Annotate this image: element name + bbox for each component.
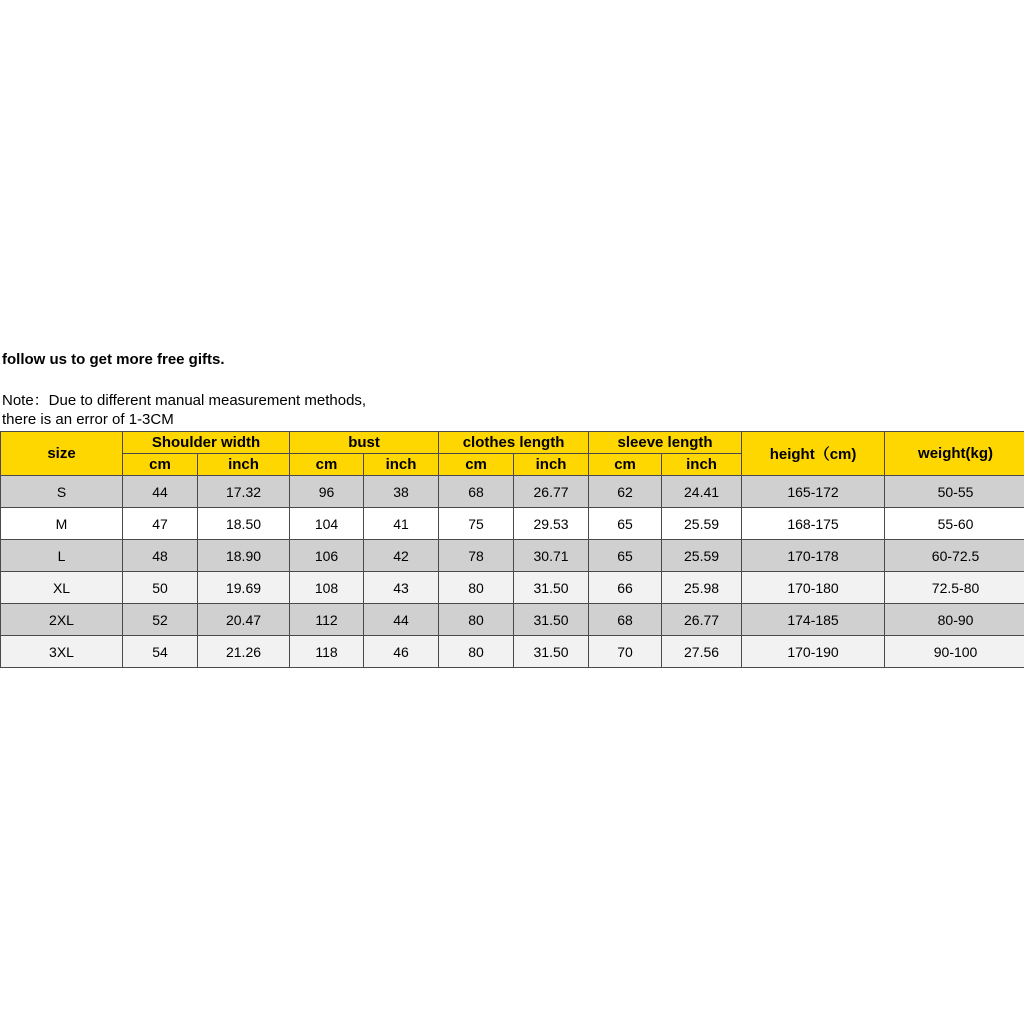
table-cell: 80 [439, 636, 514, 668]
table-row [1, 604, 1024, 636]
follow-text: follow us to get more free gifts. [2, 351, 225, 368]
table-cell: 70 [589, 636, 662, 668]
sleeve-length-header: sleeve length [589, 432, 742, 454]
table-row [1, 540, 1024, 572]
table-cell: 47 [123, 508, 198, 540]
table-cell: 80 [439, 572, 514, 604]
table-cell: 52 [123, 604, 198, 636]
table-cell: 25.59 [662, 540, 742, 572]
note-line-2: there is an error of 1-3CM [2, 411, 174, 428]
table-row [1, 476, 1024, 508]
header-row-groups [1, 432, 1024, 454]
table-cell: 174-185 [742, 604, 885, 636]
table-cell: 31.50 [514, 604, 589, 636]
table-cell: 170-178 [742, 540, 885, 572]
table-cell: 20.47 [198, 604, 290, 636]
unit-inch-header: inch [364, 454, 439, 476]
table-cell: 65 [589, 540, 662, 572]
table-cell: 27.56 [662, 636, 742, 668]
table-cell: 50-55 [885, 476, 1024, 508]
table-cell: 31.50 [514, 572, 589, 604]
table-cell: 104 [290, 508, 364, 540]
table-cell: 62 [589, 476, 662, 508]
unit-cm-header: cm [123, 454, 198, 476]
table-cell: 18.50 [198, 508, 290, 540]
table-cell: 44 [123, 476, 198, 508]
table-cell: 26.77 [662, 604, 742, 636]
table-cell: 68 [589, 604, 662, 636]
table-cell: 43 [364, 572, 439, 604]
table-cell: 29.53 [514, 508, 589, 540]
table-cell: 112 [290, 604, 364, 636]
table-cell: 38 [364, 476, 439, 508]
table-cell: 170-190 [742, 636, 885, 668]
table-cell: 118 [290, 636, 364, 668]
bust-header: bust [290, 432, 439, 454]
unit-cm-header: cm [589, 454, 662, 476]
shoulder-width-header: Shoulder width [123, 432, 290, 454]
table-cell: XL [1, 572, 123, 604]
unit-inch-header: inch [662, 454, 742, 476]
table-cell: 72.5-80 [885, 572, 1024, 604]
table-cell: 165-172 [742, 476, 885, 508]
measurement-note [2, 391, 462, 429]
table-cell: 65 [589, 508, 662, 540]
table-cell: 108 [290, 572, 364, 604]
table-cell: 96 [290, 476, 364, 508]
table-cell: 80 [439, 604, 514, 636]
table-cell: 2XL [1, 604, 123, 636]
table-cell: 31.50 [514, 636, 589, 668]
table-cell: 25.59 [662, 508, 742, 540]
table-cell: 168-175 [742, 508, 885, 540]
table-cell: 54 [123, 636, 198, 668]
table-cell: 106 [290, 540, 364, 572]
table-cell: 55-60 [885, 508, 1024, 540]
height-header: height（cm) [742, 432, 885, 476]
table-cell: M [1, 508, 123, 540]
table-cell: 18.90 [198, 540, 290, 572]
table-row [1, 572, 1024, 604]
table-row [1, 636, 1024, 668]
table-cell: 75 [439, 508, 514, 540]
table-cell: 21.26 [198, 636, 290, 668]
table-cell: 25.98 [662, 572, 742, 604]
table-cell: 41 [364, 508, 439, 540]
table-cell: 19.69 [198, 572, 290, 604]
table-cell: 68 [439, 476, 514, 508]
size-header: size [1, 432, 123, 476]
weight-header: weight(kg) [885, 432, 1024, 476]
size-chart-table [0, 431, 1024, 668]
table-cell: 80-90 [885, 604, 1024, 636]
table-cell: 170-180 [742, 572, 885, 604]
table-cell: 60-72.5 [885, 540, 1024, 572]
unit-inch-header: inch [198, 454, 290, 476]
table-cell: 46 [364, 636, 439, 668]
note-line-1: Note：Due to different manual measurement methods, [2, 392, 367, 409]
table-cell: 90-100 [885, 636, 1024, 668]
unit-cm-header: cm [439, 454, 514, 476]
table-cell: 17.32 [198, 476, 290, 508]
table-cell: 24.41 [662, 476, 742, 508]
table-cell: 78 [439, 540, 514, 572]
unit-cm-header: cm [290, 454, 364, 476]
clothes-length-header: clothes length [439, 432, 589, 454]
table-cell: L [1, 540, 123, 572]
table-cell: 48 [123, 540, 198, 572]
table-cell: 3XL [1, 636, 123, 668]
table-cell: S [1, 476, 123, 508]
table-cell: 50 [123, 572, 198, 604]
unit-inch-header: inch [514, 454, 589, 476]
table-cell: 42 [364, 540, 439, 572]
table-cell: 26.77 [514, 476, 589, 508]
table-cell: 44 [364, 604, 439, 636]
table-cell: 66 [589, 572, 662, 604]
table-row [1, 508, 1024, 540]
table-cell: 30.71 [514, 540, 589, 572]
